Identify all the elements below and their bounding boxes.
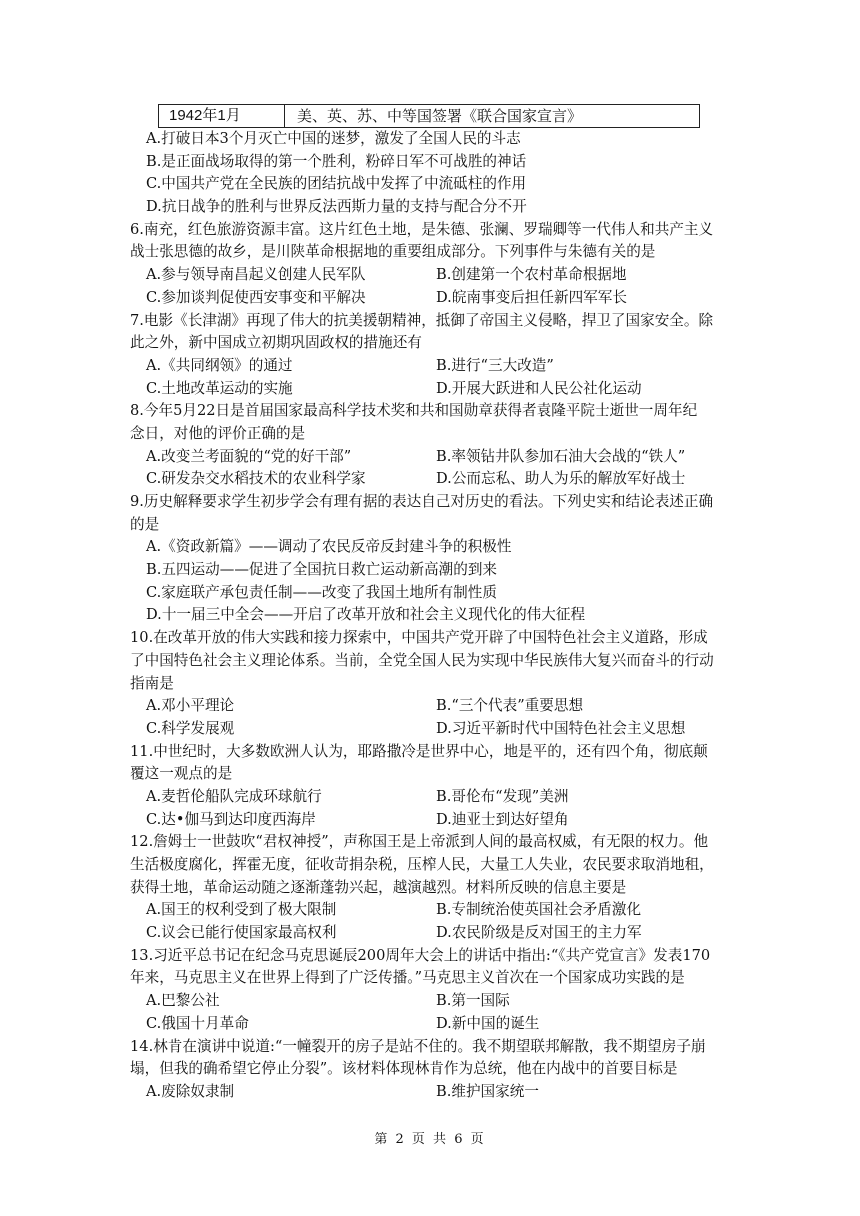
q11-stem-line: 11.中世纪时，大多数欧洲人认为，耶路撒冷是世界中心，地是平的，还有四个角，彻底颠 — [130, 742, 708, 760]
q10-stem-line: 指南是 — [130, 674, 174, 692]
q12-option-b: B.专制统治使英国社会矛盾激化 — [436, 901, 642, 919]
q12-options-row — [130, 922, 734, 945]
q10-option-a: A.邓小平理论 — [146, 697, 235, 715]
q10-option-d: D.习近平新时代中国特色社会主义思想 — [436, 719, 686, 737]
q8-options-row — [130, 468, 734, 491]
q8-option-c: C.研发杂交水稻技术的农业科学家 — [146, 470, 366, 488]
q7-options-row — [130, 355, 734, 378]
q11-options-row — [130, 809, 734, 832]
q6-option-b: B.创建第一个农村革命根据地 — [436, 266, 627, 284]
q8-option-a: A.改变兰考面貌的“党的好干部” — [146, 447, 352, 465]
q10-option-b: B.“三个代表”重要思想 — [436, 697, 584, 715]
q12-stem-line: 获得土地，革命运动随之逐渐蓬勃兴起，越演越烈。材料所反映的信息主要是 — [130, 878, 627, 896]
table-date-cell: 1942年1月 — [159, 105, 285, 127]
q10-options-row — [130, 695, 734, 718]
q7-option-d: D.开展大跃进和人民公社化运动 — [436, 379, 642, 397]
q12-stem-line: 生活极度腐化，挥霍无度，征收苛捐杂税，压榨人民，大量工人失业，农民要求取消地租， — [130, 856, 714, 873]
q11-option-c: C.达•伽马到达印度西海岸 — [146, 810, 316, 828]
q10-stem-line: 了中国特色社会主义理论体系。当前，全党全国人民为实现中华民族伟大复兴而奋斗的行动 — [130, 651, 714, 669]
q14-options-row — [130, 1081, 734, 1104]
q12-options-row — [130, 899, 734, 922]
q7-option-c: C.土地改革运动的实施 — [146, 379, 293, 397]
q9-stem-line: 的是 — [130, 515, 160, 533]
q14-stem-line: 塌，但我的确希望它停止分裂”。该材料体现林肯作为总统，他在内战中的首要目标是 — [130, 1060, 678, 1078]
q12-option-c: C.议会已能行使国家最高权利 — [146, 924, 337, 942]
q13-stem-line: 13.习近平总书记在纪念马克思诞辰200周年大会上的讲话中指出:“《共产党宣言》发表170 — [130, 946, 711, 964]
q11-stem-line: 覆这一观点的是 — [130, 765, 233, 783]
q6-option-a: A.参与领导南昌起义创建人民军队 — [146, 266, 366, 284]
q6-stem-line: 战士张思德的故乡，是川陕革命根据地的重要组成部分。下列事件与朱德有关的是 — [130, 243, 656, 261]
q9-option-b: B.五四运动——促进了全国抗日救亡运动新高潮的到来 — [146, 561, 498, 579]
q10-option-c: C.科学发展观 — [146, 719, 235, 737]
q8-option-b: B.率领钻井队参加石油大会战的“铁人” — [436, 447, 686, 465]
q8-option-d: D.公而忘私、助人为乐的解放军好战士 — [436, 470, 686, 488]
table-event-cell: 美、英、苏、中等国签署《联合国家宣言》 — [297, 107, 583, 125]
q9-option-c: C.家庭联产承包责任制——改变了我国土地所有制性质 — [146, 583, 497, 601]
q13-options-row — [130, 990, 734, 1013]
q5-option-a: A.打破日本3个月灭亡中国的迷梦，激发了全国人民的斗志 — [146, 130, 521, 147]
q5-option-b: B.是正面战场取得的第一个胜利，粉碎日军不可战胜的神话 — [146, 152, 527, 170]
q6-options-row — [130, 287, 734, 310]
question-content — [130, 128, 734, 1104]
q11-option-d: D.迪亚士到达好望角 — [436, 810, 569, 828]
q11-option-b: B.哥伦布“发现”美洲 — [436, 787, 569, 805]
q6-options-row — [130, 264, 734, 287]
q6-stem-line: 6.南充，红色旅游资源丰富。这片红色土地，是朱德、张澜、罗瑞卿等一代伟人和共产主义 — [130, 220, 714, 238]
q10-stem-line: 10.在改革开放的伟大实践和接力探索中，中国共产党开辟了中国特色社会主义道路，形成 — [130, 629, 708, 647]
q6-option-c: C.参加谈判促使西安事变和平解决 — [146, 288, 366, 306]
q6-option-d: D.皖南事变后担任新四军军长 — [436, 288, 627, 306]
q14-option-a: A.废除奴隶制 — [146, 1082, 235, 1100]
q13-options-row — [130, 1013, 734, 1036]
q13-option-c: C.俄国十月革命 — [146, 1014, 249, 1032]
q7-option-a: A.《共同纲领》的通过 — [146, 356, 293, 374]
q7-stem-line: 7.电影《长津湖》再现了伟大的抗美援朝精神，抵御了帝国主义侵略，捍卫了国家安全。除 — [130, 311, 714, 329]
q11-options-row — [130, 786, 734, 809]
page-number-footer: 第 2 页 共 6 页 — [374, 1132, 486, 1147]
q8-stem-line: 8.今年5月22日是首届国家最高科学技术奖和共和国勋章获得者袁隆平院士逝世一周年纪 — [130, 402, 698, 420]
q14-stem-line: 14.林肯在演讲中说道:“一幢裂开的房子是站不住的。我不期望联邦解散，我不期望房子崩 — [130, 1037, 706, 1055]
q11-option-a: A.麦哲伦船队完成环球航行 — [146, 787, 322, 805]
q13-option-a: A.巴黎公社 — [146, 992, 220, 1010]
q12-stem-line: 12.詹姆士一世鼓吹“君权神授”，声称国王是上帝派到人间的最高权威，有无限的权力。他 — [130, 833, 709, 851]
q7-option-b: B.进行“三大改造” — [436, 356, 554, 374]
q9-stem-line: 9.历史解释要求学生初步学会有理有据的表达自己对历史的看法。下列史实和结论表述正确 — [130, 493, 714, 510]
q5-option-d: D.抗日战争的胜利与世界反法西斯力量的支持与配合分不开 — [146, 198, 527, 216]
q10-options-row — [130, 718, 734, 741]
q9-option-d: D.十一届三中全会——开启了改革开放和社会主义现代化的伟大征程 — [146, 606, 586, 624]
q5-option-c: C.中国共产党在全民族的团结抗战中发挥了中流砥柱的作用 — [146, 175, 527, 193]
q13-option-b: B.第一国际 — [436, 992, 510, 1010]
q12-option-d: D.农民阶级是反对国王的主力军 — [436, 924, 642, 942]
q8-stem-line: 念日，对他的评价正确的是 — [130, 424, 306, 442]
q9-option-a: A.《资政新篇》——调动了农民反帝反封建斗争的积极性 — [146, 538, 512, 556]
q13-option-d: D.新中国的诞生 — [436, 1014, 540, 1032]
q12-option-a: A.国王的权利受到了极大限制 — [146, 901, 337, 919]
q7-options-row — [130, 378, 734, 401]
q8-options-row — [130, 446, 734, 469]
q14-option-b: B.维护国家统一 — [436, 1082, 539, 1100]
q13-stem-line: 年来，马克思主义在世界上得到了广泛传播。”马克思主义首次在一个国家成功实践的是 — [130, 969, 685, 987]
q7-stem-line: 此之外，新中国成立初期巩固政权的措施还有 — [130, 334, 422, 352]
timeline-table-row — [158, 104, 700, 128]
